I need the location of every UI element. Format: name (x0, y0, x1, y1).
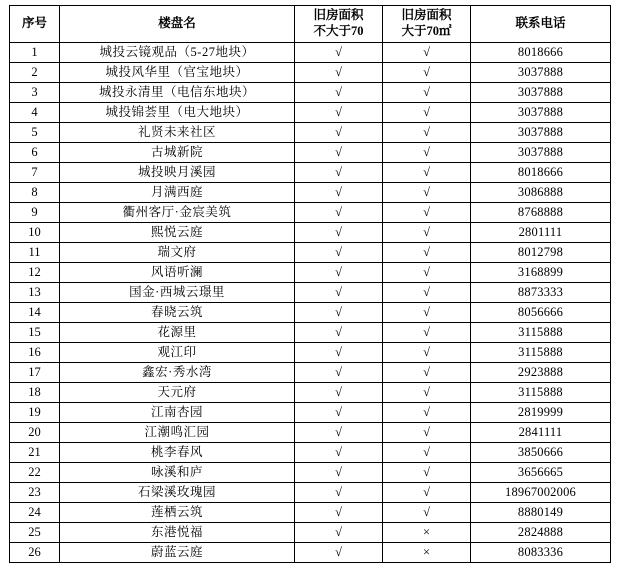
cell-property-name: 国金·西城云璟里 (60, 283, 295, 303)
cell-area-small-mark: √ (295, 523, 383, 543)
cell-no: 15 (10, 323, 60, 343)
cell-area-small-mark: √ (295, 263, 383, 283)
cell-area-small-mark: √ (295, 203, 383, 223)
table-row (10, 183, 611, 203)
cell-no: 1 (10, 43, 60, 63)
header-phone (471, 6, 611, 43)
cell-area-small-mark: √ (295, 183, 383, 203)
cell-property-name: 衢州客厅·金宸美筑 (60, 203, 295, 223)
header-area-big (383, 6, 471, 43)
cell-no: 10 (10, 223, 60, 243)
cell-area-big-mark: √ (383, 363, 471, 383)
table-row (10, 123, 611, 143)
cell-property-name: 城投风华里（官宝地块） (60, 63, 295, 83)
cell-area-big-mark: √ (383, 243, 471, 263)
cell-no: 6 (10, 143, 60, 163)
cell-no: 17 (10, 363, 60, 383)
table-row (10, 203, 611, 223)
cell-area-big-mark: × (383, 543, 471, 563)
cell-area-small-mark: √ (295, 283, 383, 303)
cell-no: 14 (10, 303, 60, 323)
table-header-row (10, 6, 611, 43)
cell-area-small-mark: √ (295, 163, 383, 183)
cell-area-small-mark: √ (295, 303, 383, 323)
cell-property-name: 春晓云筑 (60, 303, 295, 323)
cell-phone: 8018666 (471, 163, 611, 183)
cell-area-big-mark: √ (383, 223, 471, 243)
cell-phone: 2841111 (471, 423, 611, 443)
cell-no: 19 (10, 403, 60, 423)
cell-no: 22 (10, 463, 60, 483)
cell-phone: 2923888 (471, 363, 611, 383)
cell-area-small-mark: √ (295, 223, 383, 243)
cell-phone: 18967002006 (471, 483, 611, 503)
cell-area-small-mark: √ (295, 363, 383, 383)
cell-phone: 8018666 (471, 43, 611, 63)
cell-area-big-mark: √ (383, 83, 471, 103)
cell-area-big-mark: √ (383, 483, 471, 503)
cell-area-big-mark: √ (383, 123, 471, 143)
cell-phone: 3115888 (471, 383, 611, 403)
cell-phone: 3850666 (471, 443, 611, 463)
cell-property-name: 东港悦福 (60, 523, 295, 543)
cell-no: 12 (10, 263, 60, 283)
header-area-small (295, 6, 383, 43)
table-row (10, 343, 611, 363)
cell-phone: 2801111 (471, 223, 611, 243)
cell-area-big-mark: √ (383, 303, 471, 323)
cell-area-small-mark: √ (295, 123, 383, 143)
cell-property-name: 花源里 (60, 323, 295, 343)
table-row (10, 383, 611, 403)
cell-phone: 3656665 (471, 463, 611, 483)
cell-area-small-mark: √ (295, 343, 383, 363)
cell-phone: 8083336 (471, 543, 611, 563)
cell-area-big-mark: √ (383, 63, 471, 83)
cell-property-name: 月满西庭 (60, 183, 295, 203)
cell-no: 11 (10, 243, 60, 263)
cell-phone: 8768888 (471, 203, 611, 223)
cell-property-name: 莲栖云筑 (60, 503, 295, 523)
cell-property-name: 观江印 (60, 343, 295, 363)
property-list-table (9, 5, 611, 563)
cell-no: 5 (10, 123, 60, 143)
cell-area-big-mark: √ (383, 203, 471, 223)
table-row (10, 463, 611, 483)
cell-no: 8 (10, 183, 60, 203)
cell-area-big-mark: √ (383, 143, 471, 163)
table-row (10, 43, 611, 63)
table-row (10, 443, 611, 463)
table-row (10, 143, 611, 163)
table-row (10, 503, 611, 523)
cell-no: 7 (10, 163, 60, 183)
cell-area-big-mark: √ (383, 103, 471, 123)
cell-no: 26 (10, 543, 60, 563)
cell-area-small-mark: √ (295, 543, 383, 563)
cell-area-big-mark: √ (383, 503, 471, 523)
cell-phone: 3168899 (471, 263, 611, 283)
cell-area-small-mark: √ (295, 443, 383, 463)
cell-area-big-mark: × (383, 523, 471, 543)
cell-area-small-mark: √ (295, 63, 383, 83)
cell-area-big-mark: √ (383, 283, 471, 303)
table-row (10, 103, 611, 123)
header-area-small-line1: 旧房面积 (313, 8, 364, 23)
cell-area-big-mark: √ (383, 463, 471, 483)
cell-property-name: 城投锦荟里（电大地块） (60, 103, 295, 123)
cell-area-big-mark: √ (383, 343, 471, 363)
cell-area-small-mark: √ (295, 83, 383, 103)
cell-no: 20 (10, 423, 60, 443)
cell-area-big-mark: √ (383, 183, 471, 203)
cell-property-name: 风语听澜 (60, 263, 295, 283)
cell-area-big-mark: √ (383, 383, 471, 403)
cell-no: 23 (10, 483, 60, 503)
header-area-big-line2: 大于70㎡ (401, 24, 452, 38)
cell-property-name: 瑞文府 (60, 243, 295, 263)
cell-area-big-mark: √ (383, 263, 471, 283)
table-row (10, 403, 611, 423)
cell-phone: 8056666 (471, 303, 611, 323)
cell-property-name: 江潮鸣汇园 (60, 423, 295, 443)
cell-no: 24 (10, 503, 60, 523)
cell-phone: 8880149 (471, 503, 611, 523)
cell-phone: 3115888 (471, 323, 611, 343)
cell-area-small-mark: √ (295, 503, 383, 523)
cell-area-big-mark: √ (383, 443, 471, 463)
table-row (10, 483, 611, 503)
table-body (10, 43, 611, 563)
cell-no: 16 (10, 343, 60, 363)
cell-property-name: 蔚蓝云庭 (60, 543, 295, 563)
cell-area-small-mark: √ (295, 483, 383, 503)
cell-phone: 8012798 (471, 243, 611, 263)
table-row (10, 543, 611, 563)
cell-no: 9 (10, 203, 60, 223)
cell-area-big-mark: √ (383, 43, 471, 63)
cell-property-name: 城投云镜观品（5-27地块） (60, 43, 295, 63)
cell-phone: 3037888 (471, 143, 611, 163)
table-row (10, 63, 611, 83)
cell-no: 25 (10, 523, 60, 543)
cell-area-small-mark: √ (295, 383, 383, 403)
table-row (10, 323, 611, 343)
cell-phone: 3037888 (471, 63, 611, 83)
cell-property-name: 熙悦云庭 (60, 223, 295, 243)
cell-property-name: 石梁溪玫瑰园 (60, 483, 295, 503)
cell-property-name: 江南杏园 (60, 403, 295, 423)
cell-property-name: 礼贤未来社区 (60, 123, 295, 143)
cell-no: 4 (10, 103, 60, 123)
cell-property-name: 桃李春风 (60, 443, 295, 463)
cell-phone: 3037888 (471, 123, 611, 143)
cell-phone: 3115888 (471, 343, 611, 363)
table-row (10, 223, 611, 243)
cell-area-big-mark: √ (383, 403, 471, 423)
cell-no: 18 (10, 383, 60, 403)
cell-phone: 3037888 (471, 103, 611, 123)
table-row (10, 263, 611, 283)
header-no (10, 6, 60, 43)
header-area-big-line1: 旧房面积 (401, 8, 452, 23)
cell-area-small-mark: √ (295, 403, 383, 423)
table-row (10, 83, 611, 103)
table-row (10, 523, 611, 543)
cell-property-name: 天元府 (60, 383, 295, 403)
cell-area-small-mark: √ (295, 323, 383, 343)
cell-area-small-mark: √ (295, 423, 383, 443)
header-no-label: 序号 (21, 16, 47, 31)
header-name-label: 楼盘名 (158, 16, 196, 31)
cell-phone: 2824888 (471, 523, 611, 543)
header-area-small-line2: 不大于70 (313, 24, 364, 38)
table-row (10, 243, 611, 263)
cell-phone: 3037888 (471, 83, 611, 103)
cell-no: 2 (10, 63, 60, 83)
cell-property-name: 城投永清里（电信东地块） (60, 83, 295, 103)
cell-phone: 8873333 (471, 283, 611, 303)
cell-area-big-mark: √ (383, 163, 471, 183)
cell-property-name: 城投映月溪园 (60, 163, 295, 183)
header-phone-label: 联系电话 (515, 16, 566, 31)
cell-area-big-mark: √ (383, 323, 471, 343)
cell-phone: 3086888 (471, 183, 611, 203)
table-row (10, 163, 611, 183)
table-row (10, 363, 611, 383)
table-row (10, 303, 611, 323)
cell-area-small-mark: √ (295, 143, 383, 163)
cell-area-big-mark: √ (383, 423, 471, 443)
cell-phone: 2819999 (471, 403, 611, 423)
cell-property-name: 鑫宏·秀水湾 (60, 363, 295, 383)
cell-property-name: 咏溪和庐 (60, 463, 295, 483)
document-page (0, 5, 619, 566)
table-row (10, 283, 611, 303)
cell-property-name: 古城新院 (60, 143, 295, 163)
cell-area-small-mark: √ (295, 243, 383, 263)
cell-area-small-mark: √ (295, 463, 383, 483)
table-row (10, 423, 611, 443)
cell-no: 3 (10, 83, 60, 103)
cell-no: 13 (10, 283, 60, 303)
cell-area-small-mark: √ (295, 43, 383, 63)
cell-no: 21 (10, 443, 60, 463)
header-name (60, 6, 295, 43)
cell-area-small-mark: √ (295, 103, 383, 123)
